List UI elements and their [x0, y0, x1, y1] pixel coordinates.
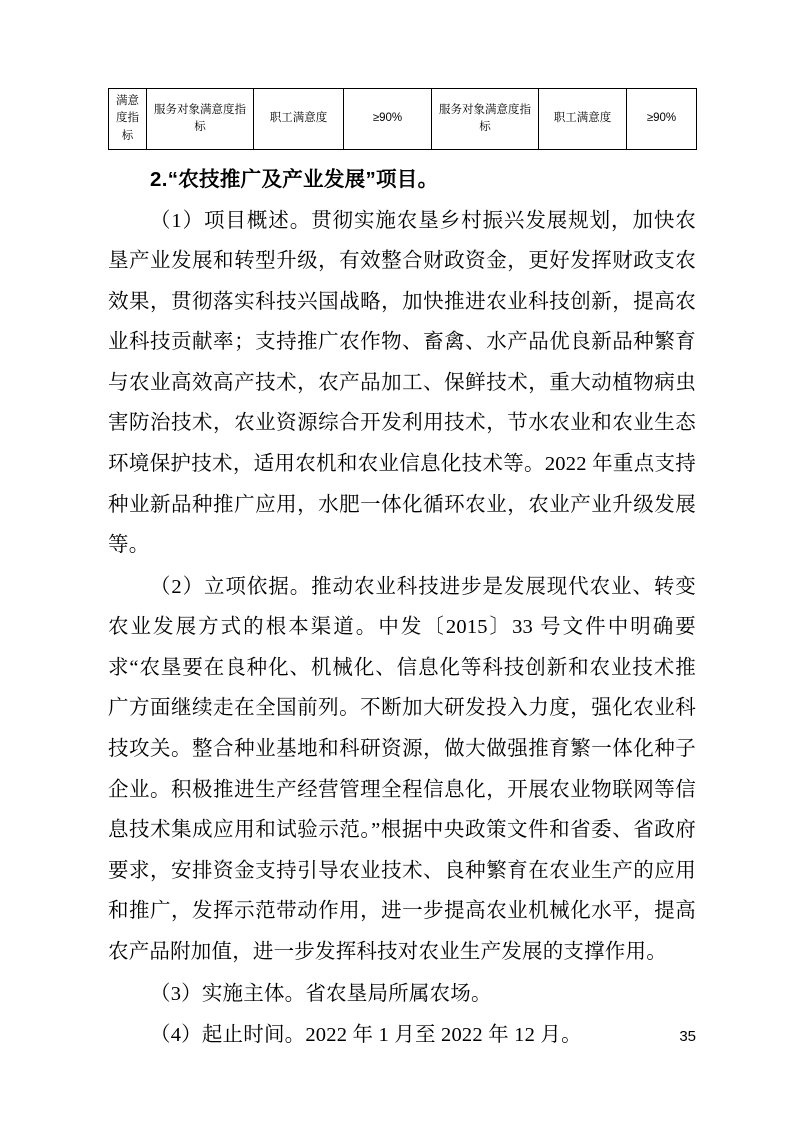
table-row	[109, 89, 697, 150]
table-cell-target-1: ≥90%	[344, 89, 432, 150]
indicator-table	[108, 88, 697, 150]
table-cell-service-satisfaction-2: 服务对象满意度指标	[432, 89, 539, 150]
page-content	[108, 88, 696, 1056]
paragraph-duration: （4）起止时间。2022 年 1 月至 2022 年 12 月。	[150, 1024, 582, 1047]
table-cell-staff-satisfaction-1: 职工满意度	[254, 89, 344, 150]
table-cell-service-satisfaction-1: 服务对象满意度指标	[147, 89, 254, 150]
paragraph-project-overview: （1）项目概述。贯彻实施农垦乡村振兴发展规划，加快农垦产业发展和转型升级，有效整合财政资金，更好发挥财政支农效果，贯彻落实科技兴国战略，加快推进农业科技创新，提高农业科技贡献率；支持推广农作物、畜禽、水产品优良新品种繁育与农业高效高产技术，农产品加工、保鲜技术，重大动植物病虫害防治技术，农业资源综合开发利用技术，节水农业和农业生态环境保护技术，适用农机和农业信息化技术等。2022 年重点支持种业新品种推广应用，水肥一体化循环农业，农业产业升级发展等。	[108, 209, 696, 557]
table-cell-target-2: ≥90%	[627, 89, 697, 150]
paragraph-implementing-body: （3）实施主体。省农垦局所属农场。	[150, 982, 492, 1005]
paragraph-project-basis: （2）立项依据。推动农业科技进步是发展现代农业、转变农业发展方式的根本渠道。中发〔2015〕33 号文件中明确要求“农垦要在良种化、机械化、信息化等科技创新和农业技术推广方面继续走在全国前列。不断加大研发投入力度，强化农业科技攻关。整合种业基地和科研资源，做大做强推育繁一体化种子企业。积极推进生产经营管理全程信息化，开展农业物联网等信息技术集成应用和试验示范。”根据中央政策文件和省委、省政府要求，安排资金支持引导农业技术、良种繁育在农业生产的应用和推广，发挥示范带动作用，进一步提高农业机械化水平，提高农产品附加值，进一步发挥科技对农业生产发展的支撑作用。	[108, 575, 696, 963]
section-heading: 2.“农技推广及产业发展”项目。	[150, 167, 439, 191]
table-cell-indicator-category: 满意度指标	[109, 89, 147, 150]
page-number: 35	[679, 1028, 696, 1045]
table-cell-staff-satisfaction-2: 职工满意度	[539, 89, 627, 150]
